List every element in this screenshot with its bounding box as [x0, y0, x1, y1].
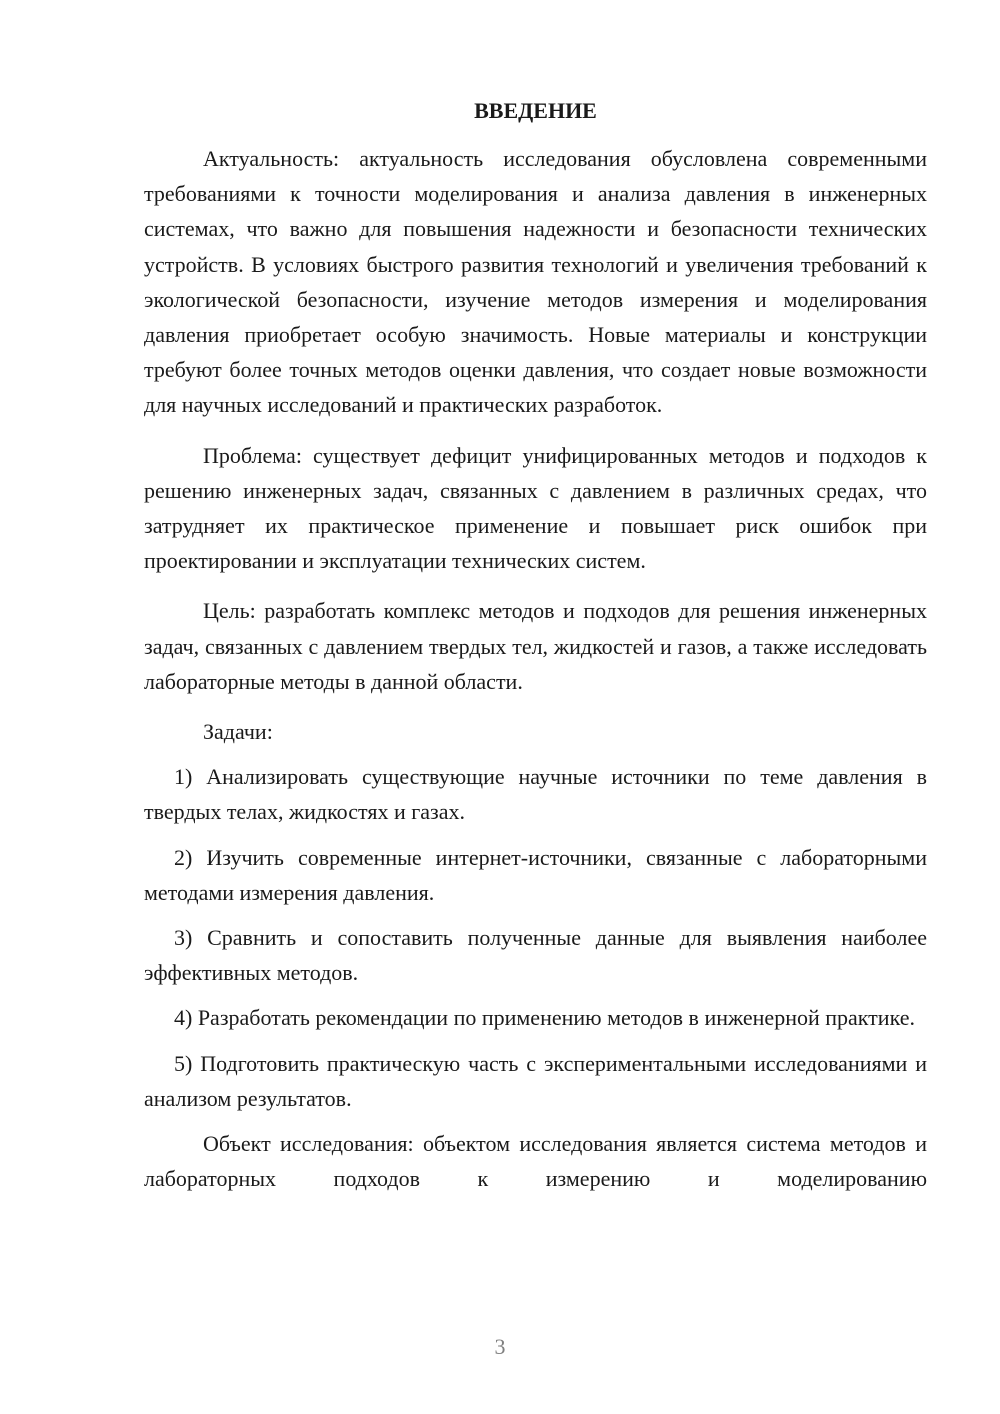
- task-item: 5) Подготовить практическую часть с экспериментальными исследованиями и анализом результатов.: [144, 1050, 927, 1111]
- section-heading: ВВЕДЕНИЕ: [474, 98, 597, 123]
- relevance-paragraph: Актуальность: актуальность исследования обусловлена современными требованиями к точности моделирования и анализа давления в инженерных системах, что важно для повышения надежности и безопасности технических устройств. В условиях быстрого развития технологий и увеличения требований к экологической безопасности, изучение методов измерения и моделирования давления приобретает особую значимость. Новые материалы и конструкции требуют более точных методов оценки давления, что создает новые возможности для научных исследований и практических разработок.: [144, 146, 927, 418]
- page-number: 3: [494, 1334, 506, 1359]
- task-item: 4) Разработать рекомендации по применению методов в инженерной практике.: [174, 1005, 915, 1031]
- goal-paragraph: Цель: разработать комплекс методов и подходов для решения инженерных задач, связанных с давлением твердых тел, жидкостей и газов, а также исследовать лабораторные методы в данной области.: [144, 598, 927, 694]
- tasks-label: Задачи:: [203, 719, 273, 745]
- problem-paragraph: Проблема: существует дефицит унифицированных методов и подходов к решению инженерных задач, связанных с давлением в различных средах, что затрудняет их практическое применение и повышает риск ошибок при проектировании и эксплуатации технических систем.: [144, 442, 927, 574]
- page-content: [144, 96, 927, 1211]
- tasks-list: [144, 759, 927, 1116]
- task-item: 1) Анализировать существующие научные источники по теме давления в твердых телах, жидкостях и газах.: [144, 764, 927, 825]
- task-item: 3) Сравнить и сопоставить полученные данные для выявления наиболее эффективных методов.: [144, 925, 927, 986]
- object-paragraph: Объект исследования: объектом исследования является система методов и лабораторных подходов к измерению и моделированию: [144, 1131, 927, 1192]
- task-item: 2) Изучить современные интернет-источники, связанные с лабораторными методами измерения давления.: [144, 844, 927, 905]
